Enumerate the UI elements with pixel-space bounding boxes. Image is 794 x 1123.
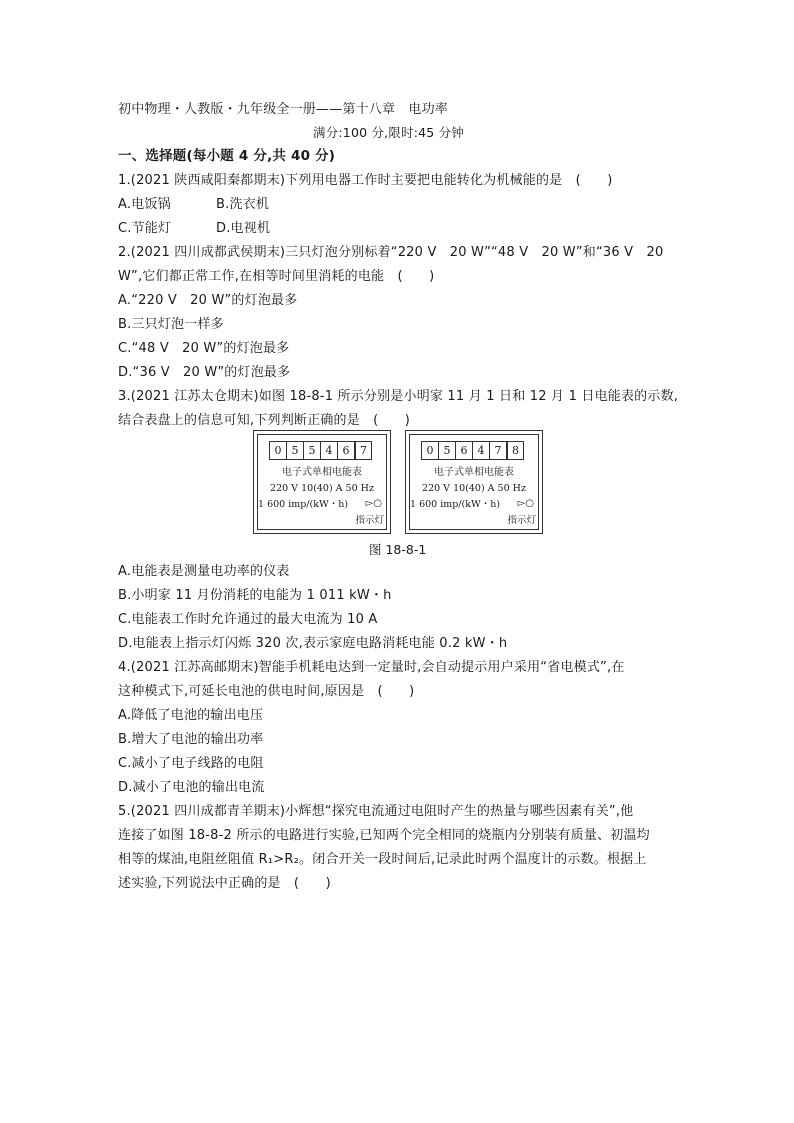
question-1-option-c: C.节能灯 bbox=[118, 221, 172, 236]
meter-digit: 6 bbox=[456, 442, 473, 459]
meter-constant: 1 600 imp/(kW・h) bbox=[258, 499, 349, 510]
meter-digit: 0 bbox=[270, 442, 287, 459]
question-3-stem-line-1: 3.(2021 江苏太仓期末)如图 18-8-1 所示分别是小明家 11 月 1 日和 12 月 1 日电能表的示数, bbox=[118, 389, 679, 404]
meter-rating: 220 V 10(40) A 50 Hz bbox=[270, 483, 374, 494]
score-time-info: 满分:100 分,限时:45 分钟 bbox=[313, 125, 465, 140]
meter-digit: 4 bbox=[321, 442, 338, 459]
question-3-option-d: D.电能表上指示灯闪烁 320 次,表示家庭电路消耗电能 0.2 kW・h bbox=[118, 636, 508, 651]
meter-constant: 1 600 imp/(kW・h) bbox=[410, 499, 501, 510]
figure-caption: 图 18-8-1 bbox=[369, 542, 427, 557]
question-1-stem: 1.(2021 陕西咸阳秦都期末)下列用电器工作时主要把电能转化为机械能的是 ( ) bbox=[118, 173, 613, 188]
question-2-option-a: A.“220 V 20 W”的灯泡最多 bbox=[118, 293, 298, 308]
question-1-option-b: B.洗衣机 bbox=[216, 197, 270, 212]
meter-digit: 0 bbox=[422, 442, 439, 459]
question-2-option-b: B.三只灯泡一样多 bbox=[118, 317, 224, 332]
question-3-option-c: C.电能表工作时允许通过的最大电流为 10 A bbox=[118, 612, 378, 627]
indicator-light-icon: ▻○ bbox=[365, 498, 382, 509]
meter-rating: 220 V 10(40) A 50 Hz bbox=[422, 483, 526, 494]
question-4-option-d: D.减小了电池的输出电流 bbox=[118, 780, 265, 795]
electricity-meter-figure bbox=[253, 430, 545, 536]
question-2-stem-line-1: 2.(2021 四川成都武侯期末)三只灯泡分别标着“220 V 20 W”“48 V 20 W”和“36 V 20 bbox=[118, 245, 664, 260]
indicator-light-icon: ▻○ bbox=[517, 498, 534, 509]
question-4-option-a: A.降低了电池的输出电压 bbox=[118, 708, 264, 723]
meter-name: 电子式单相电能表 bbox=[282, 467, 362, 478]
question-4-stem-line-1: 4.(2021 江苏高邮期末)智能手机耗电达到一定量时,会自动提示用户采用“省电模式”,在 bbox=[118, 660, 625, 675]
meter-digit-decimal: 7 bbox=[355, 441, 372, 460]
question-1-options-row-1 bbox=[118, 197, 270, 213]
question-3-stem-line-2: 结合表盘上的信息可知,下列判断正确的是 ( ) bbox=[118, 413, 411, 428]
meter-digit-display bbox=[269, 441, 372, 460]
meter-digit: 5 bbox=[439, 442, 456, 459]
question-2-stem-line-2: W”,它们都正常工作,在相等时间里消耗的电能 ( ) bbox=[118, 269, 435, 284]
meter-digit-display bbox=[421, 441, 524, 460]
question-1-option-a: A.电饭锅 bbox=[118, 197, 171, 212]
electricity-meter-dec bbox=[405, 430, 543, 534]
meter-digit: 7 bbox=[490, 442, 507, 459]
question-2-option-d: D.“36 V 20 W”的灯泡最多 bbox=[118, 365, 291, 380]
document-title: 初中物理・人教版・九年级全一册——第十八章 电功率 bbox=[118, 102, 449, 117]
question-4-stem-line-2: 这种模式下,可延长电池的供电时间,原因是 ( ) bbox=[118, 684, 415, 699]
question-3-option-a: A.电能表是测量电功率的仪表 bbox=[118, 564, 290, 579]
question-4-option-b: B.增大了电池的输出功率 bbox=[118, 732, 264, 747]
question-1-options-row-2 bbox=[118, 221, 271, 237]
question-5-stem-line-4: 述实验,下列说法中正确的是 ( ) bbox=[118, 876, 331, 891]
question-5-stem-line-2: 连接了如图 18-8-2 所示的电路进行实验,已知两个完全相同的烧瓶内分别装有质量、初温均 bbox=[118, 828, 650, 843]
question-1-option-d: D.电视机 bbox=[216, 221, 271, 236]
question-2-option-c: C.“48 V 20 W”的灯泡最多 bbox=[118, 341, 290, 356]
meter-digit: 4 bbox=[473, 442, 490, 459]
meter-digit: 5 bbox=[304, 442, 321, 459]
meter-digit: 5 bbox=[287, 442, 304, 459]
indicator-label: 指示灯 bbox=[507, 515, 536, 526]
meter-name: 电子式单相电能表 bbox=[434, 467, 514, 478]
question-4-option-c: C.减小了电子线路的电阻 bbox=[118, 756, 264, 771]
meter-digit: 6 bbox=[338, 442, 355, 459]
question-3-option-b: B.小明家 11 月份消耗的电能为 1 011 kW・h bbox=[118, 588, 392, 603]
indicator-label: 指示灯 bbox=[355, 515, 384, 526]
electricity-meter-nov bbox=[253, 430, 391, 534]
question-5-stem-line-1: 5.(2021 四川成都青羊期末)小辉想“探究电流通过电阻时产生的热量与哪些因素有关”,他 bbox=[118, 804, 634, 819]
question-5-stem-line-3: 相等的煤油,电阻丝阻值 R₁>R₂。闭合开关一段时间后,记录此时两个温度计的示数。根据上 bbox=[118, 852, 647, 867]
meter-digit-decimal: 8 bbox=[507, 441, 524, 460]
section-heading: 一、选择题(每小题 4 分,共 40 分) bbox=[118, 148, 336, 164]
